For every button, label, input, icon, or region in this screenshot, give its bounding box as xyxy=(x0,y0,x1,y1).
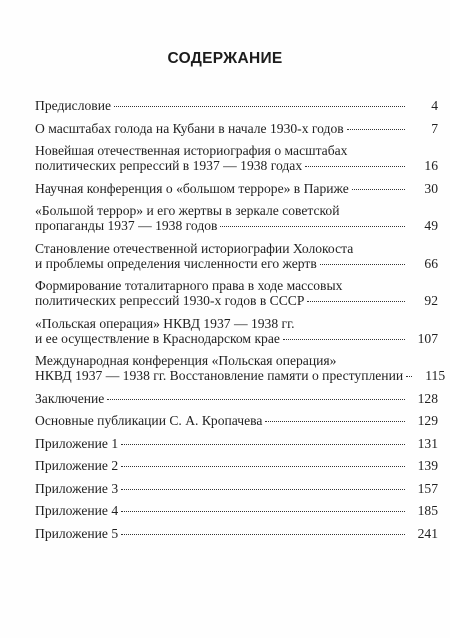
toc-entry-text: НКВД 1937 — 1938 гг. Восстановление памяти о преступлении xyxy=(35,368,404,383)
dot-leader xyxy=(121,511,405,512)
toc-entry[interactable] xyxy=(35,278,438,308)
dot-leader xyxy=(406,376,412,377)
toc-entry-text: Приложение 4 xyxy=(35,503,119,518)
dot-leader xyxy=(352,189,405,190)
toc-entry[interactable] xyxy=(35,203,438,233)
dot-leader xyxy=(307,301,405,302)
toc-entry[interactable] xyxy=(35,121,438,136)
toc-entry-text: Предисловие xyxy=(35,98,112,113)
toc-entry[interactable] xyxy=(35,391,438,406)
toc-page-number: 131 xyxy=(417,435,438,451)
toc-entry-text: Основные публикации С. А. Кропачева xyxy=(35,413,263,428)
dot-leader xyxy=(220,226,405,227)
toc-page-number: 107 xyxy=(417,330,438,346)
toc-entry-text: политических репрессий 1930-х годов в СССР xyxy=(35,293,305,308)
toc-title: СОДЕРЖАНИЕ xyxy=(167,50,283,67)
toc-page-number: 92 xyxy=(424,293,438,308)
toc-entry-text: Формирование тоталитарного права в ходе массовых xyxy=(35,278,343,293)
toc-page-number: 30 xyxy=(424,180,438,196)
dot-leader xyxy=(320,264,405,265)
toc-page-number: 139 xyxy=(417,458,438,473)
toc-entry-text: Новейшая отечественная историография о масштабах xyxy=(35,143,348,158)
toc-entry-text: пропаганды 1937 — 1938 годов xyxy=(35,218,218,233)
toc-entry-text: и проблемы определения численности его жертв xyxy=(35,255,317,271)
toc-entry[interactable] xyxy=(35,436,438,451)
toc-page-number: 66 xyxy=(424,255,438,271)
dot-leader xyxy=(121,466,405,467)
dot-leader xyxy=(347,129,405,130)
dot-leader xyxy=(114,106,405,107)
dot-leader xyxy=(121,534,405,535)
toc-entry[interactable] xyxy=(35,413,438,428)
toc-page-number: 185 xyxy=(417,503,438,518)
dot-leader xyxy=(283,339,405,340)
toc-entry[interactable] xyxy=(35,143,438,173)
toc-page-number: 7 xyxy=(431,120,438,136)
toc-entry-text: Международная конференция «Польская операция» xyxy=(35,353,337,368)
toc-entry-text: «Большой террор» и его жертвы в зеркале советской xyxy=(35,203,340,218)
toc-entry[interactable] xyxy=(35,481,438,496)
toc-entry[interactable] xyxy=(35,316,438,346)
toc-entry-text: Становление отечественной историографии Холокоста xyxy=(35,240,354,256)
toc-entry[interactable] xyxy=(35,503,438,518)
toc-entry-text: О масштабах голода на Кубани в начале 1930-х годов xyxy=(35,120,344,136)
dot-leader xyxy=(265,421,405,422)
toc-entry-text: Приложение 1 xyxy=(35,435,119,451)
toc-page-number: 241 xyxy=(417,525,438,541)
toc-entry[interactable] xyxy=(35,526,438,541)
toc-entry[interactable] xyxy=(35,98,438,113)
toc-entry-text: политических репрессий в 1937 — 1938 годах xyxy=(35,158,303,173)
toc-entry-text: Научная конференция о «большом терроре» в Париже xyxy=(35,180,349,196)
toc-entry-text: Приложение 2 xyxy=(35,458,119,473)
toc-page-number: 129 xyxy=(417,413,438,428)
toc-page-number: 16 xyxy=(424,158,438,173)
toc-entry[interactable] xyxy=(35,458,438,473)
dot-leader xyxy=(121,489,405,490)
table-of-contents xyxy=(35,98,446,548)
dot-leader xyxy=(121,444,405,445)
dot-leader xyxy=(107,399,405,400)
dot-leader xyxy=(305,166,405,167)
toc-entry-text: и ее осуществление в Краснодарском крае xyxy=(35,330,280,346)
toc-entry-text: Заключение xyxy=(35,390,105,406)
toc-entry[interactable] xyxy=(35,353,446,383)
toc-page-number: 115 xyxy=(425,368,446,383)
toc-entry-text: Приложение 5 xyxy=(35,525,119,541)
toc-entry-text: Приложение 3 xyxy=(35,480,119,496)
toc-entry[interactable] xyxy=(35,241,438,271)
toc-page-number: 128 xyxy=(417,390,438,406)
toc-entry-text: «Польская операция» НКВД 1937 — 1938 гг. xyxy=(35,315,295,331)
toc-entry[interactable] xyxy=(35,181,438,196)
toc-page-number: 157 xyxy=(417,480,438,496)
toc-page-number: 49 xyxy=(424,218,438,233)
toc-page-number: 4 xyxy=(431,98,438,113)
